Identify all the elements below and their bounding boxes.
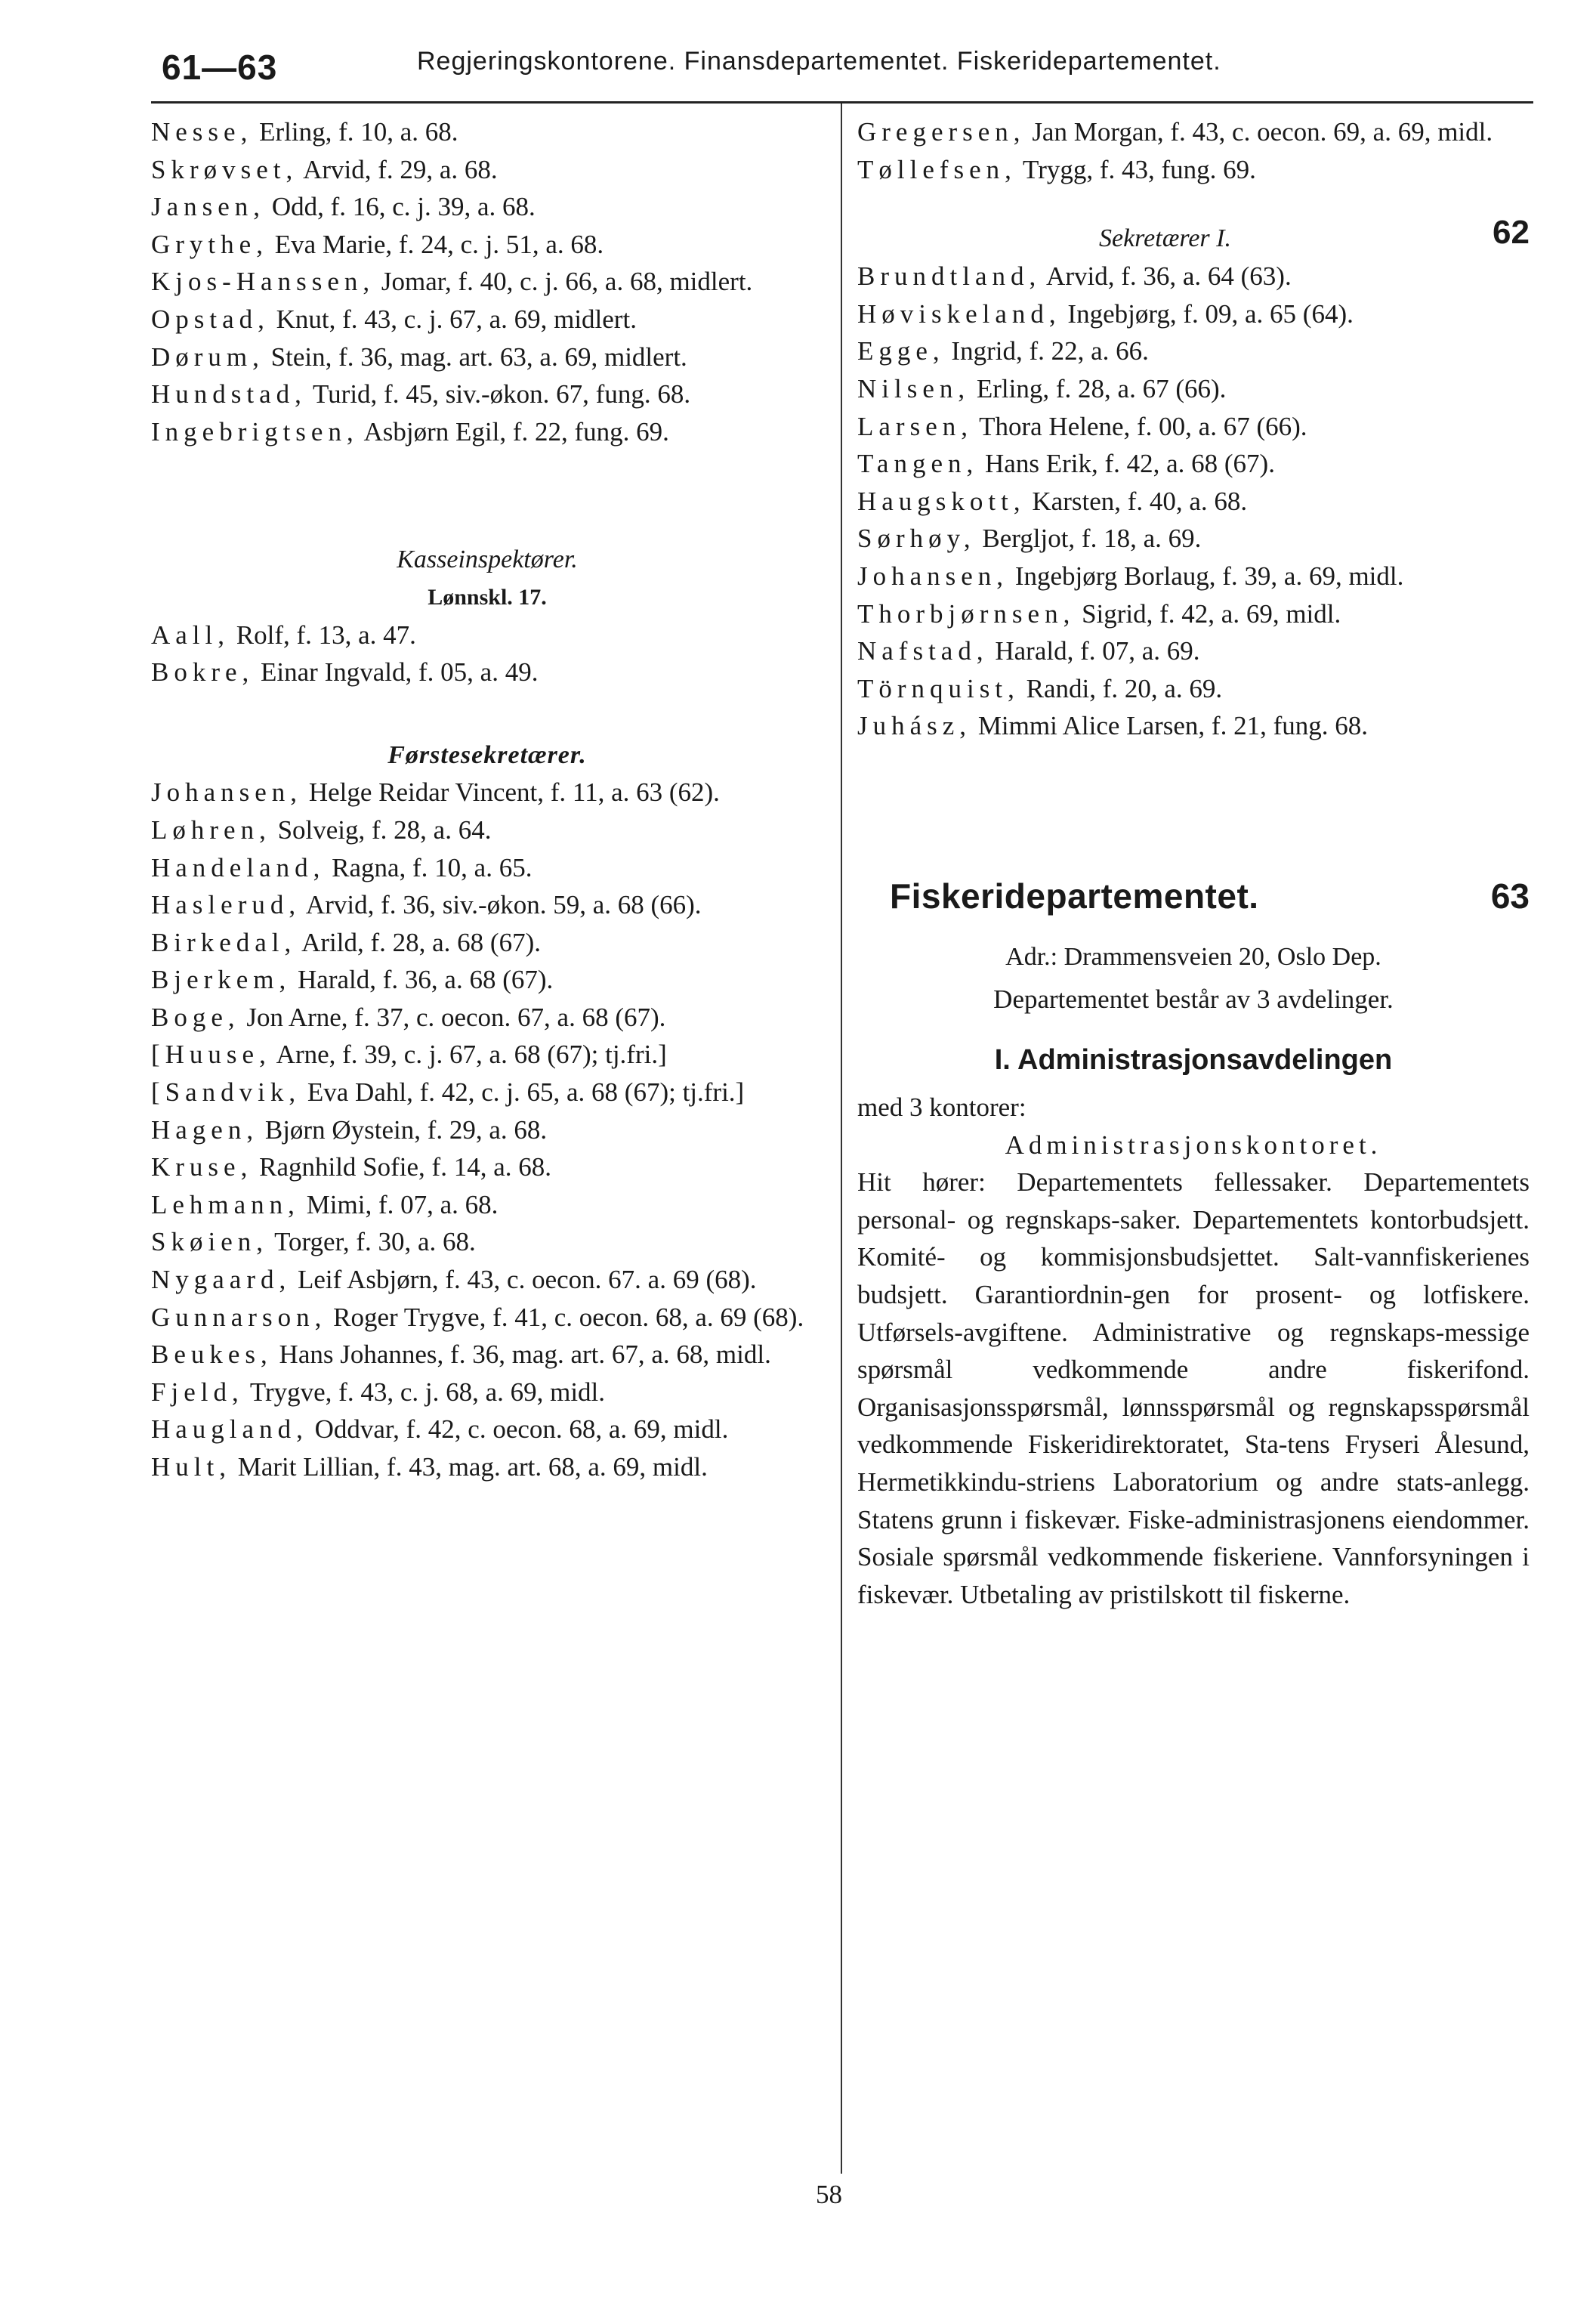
header-page-numbers: 61—63 [162,48,278,87]
left-column [151,113,823,1486]
surname: Hagen, [151,1114,259,1145]
list-item [151,226,823,264]
surname: Johansen, [857,561,1009,591]
surname: Nafstad, [857,636,989,666]
list-item [857,707,1530,745]
entry-details: Helge Reidar Vincent, f. 11, a. 63 (62). [302,777,720,808]
entry-details: Knut, f. 43, c. j. 67, a. 69, midlert. [269,304,637,334]
list-item [151,338,823,376]
office-name: Administrasjonskontoret. [1005,1130,1382,1160]
surname: Egge, [857,336,945,366]
surname: Fjeld, [151,1377,244,1407]
section-heading-forstesekretaerer: Førstesekretærer. [387,740,587,769]
salary-class: Lønnskl. 17. [428,584,547,610]
surname: [Huuse, [151,1040,271,1070]
section-heading-kasseinspektorer: Kasseinspektører. [397,545,578,574]
surname: Kjos-Hanssen, [151,267,375,297]
surname: Jansen, [151,192,266,222]
header-rule [151,101,1533,104]
entry-details: Ingrid, f. 22, a. 66. [944,336,1149,366]
entry-details: Ragna, f. 10, a. 65. [325,852,533,882]
entry-list [151,113,823,450]
department-name: Fiskeridepartementet. [890,876,1259,916]
list-item [151,999,823,1037]
surname: Bokre, [151,657,255,688]
surname: Nesse, [151,117,253,147]
surname: Birkedal, [151,927,297,957]
surname: Gunnarson, [151,1302,327,1332]
entry-details: Torger, f. 30, a. 68. [267,1227,476,1257]
list-item [857,295,1530,333]
entry-details: Eva Marie, f. 24, c. j. 51, a. 68. [267,229,604,259]
list-item [151,1111,823,1149]
office-description: Hit hører: Departementets fellessaker. Departementets personal- og regnskaps-saker. Departementets kontorbudsjett. Komité- og kommisjonsbudsjettet. Salt-vannfiskerienes budsjett. Garantiordnin-gen for prosent- og lotfiskere. Utførsels-avgiftene. Administrative og regnskaps-messige spørsmål vedkommende andre fiskerifond. Organisasjonsspørsmål, lønnsspørsmål og regnskapsspørsmål vedkommende Fiskeridirektoratet, Sta-tens Fryseri Ålesund, Hermetikkindu-striens Laboratorium og andre stats-anlegg. Statens grunn i fiskevær. Fiske-administrasjonens eiendommer. Sosiale spørsmål vedkommende fiskeriene. Vannforsyningen i fiskevær. Utbetaling av pristilskott til fiskerne. [857,1167,1530,1609]
surname: Handeland, [151,852,326,882]
entry-list [857,258,1530,745]
section-heading-sekretaerer [857,209,1530,258]
surname: Hundstad, [151,379,307,409]
surname: Nilsen, [857,373,971,403]
column-divider [841,104,842,2174]
entry-details: Bergljot, f. 18, a. 69. [975,524,1202,554]
surname: Aall, [151,620,230,650]
entry-details: Harald, f. 07, a. 69. [988,636,1200,666]
entry-details: Leif Asbjørn, f. 43, c. oecon. 67. a. 69 (68). [291,1265,757,1295]
surname: Johansen, [151,777,303,808]
list-item [857,258,1530,295]
section-subtitle: med 3 kontorer: [857,1092,1026,1123]
surname: Boge, [151,1002,240,1032]
entry-details: Jomar, f. 40, c. j. 66, a. 68, midlert. [375,267,753,297]
entry-list [151,617,823,691]
entry-details: Roger Trygve, f. 41, c. oecon. 68, a. 69 (68). [326,1302,804,1332]
entry-details: Einar Ingvald, f. 05, a. 49. [254,657,539,688]
surname: Gregersen, [857,117,1026,147]
list-item [151,151,823,189]
surname: Brundtland, [857,261,1042,292]
list-item [151,113,823,151]
entry-details: Sigrid, f. 42, a. 69, midl. [1075,598,1341,629]
list-item [151,1411,823,1448]
list-item [151,811,823,849]
entry-details: Thora Helene, f. 00, a. 67 (66). [972,411,1307,441]
surname: Hult, [151,1452,231,1482]
surname: Ingebrigtsen, [151,416,359,447]
header-title: Regjeringskontorene. Finansdepartementet. Fiskeridepartementet. [417,47,1221,76]
entry-details: Trygg, f. 43, fung. 69. [1016,154,1256,184]
entry-details: Asbjørn Egil, f. 22, fung. 69. [358,416,669,447]
surname: Grythe, [151,229,268,259]
surname: Skøien, [151,1227,268,1257]
list-item [151,301,823,338]
list-item [151,1261,823,1299]
list-item [151,1336,823,1374]
list-item [857,670,1530,708]
list-item [151,1148,823,1186]
entry-details: Oddvar, f. 42, c. oecon. 68, a. 69, midl. [307,1414,729,1445]
list-item [151,1186,823,1224]
entry-details: Arvid, f. 36, a. 64 (63). [1041,261,1292,292]
list-item [151,617,823,654]
section-number: 62 [1493,214,1530,252]
list-item [151,1036,823,1074]
list-item [151,1074,823,1111]
list-item [151,263,823,301]
list-item [151,1374,823,1411]
list-item [857,332,1530,370]
section-title: I. Administrasjonsavdelingen [994,1044,1393,1077]
department-number: 63 [1490,876,1530,916]
list-item [857,445,1530,483]
list-item [857,558,1530,595]
surname: Haugland, [151,1414,308,1445]
list-item [151,1448,823,1486]
entry-list [857,113,1530,188]
surname: Tøllefsen, [857,154,1017,184]
entry-details: Mimmi Alice Larsen, f. 21, fung. 68. [971,711,1368,741]
list-item [151,1223,823,1261]
entry-details: Karsten, f. 40, a. 68. [1025,486,1248,516]
list-item [151,375,823,413]
entry-details: Erling, f. 28, a. 67 (66). [970,373,1227,403]
sekretaerer-heading: Sekretærer I. [1099,224,1231,253]
surname: Opstad, [151,304,270,334]
entry-details: Erling, f. 10, a. 68. [252,117,458,147]
surname: Haugskott, [857,486,1026,516]
page-number-footer: 58 [816,2180,842,2209]
list-item [857,370,1530,408]
list-item [857,408,1530,446]
list-item [857,632,1530,670]
department-intro: Departementet består av 3 avdelinger. [993,984,1394,1014]
surname: Lehmann, [151,1189,300,1219]
surname: [Sandvik, [151,1077,301,1108]
surname: Thorbjørnsen, [857,598,1076,629]
entry-details: Ingebjørg, f. 09, a. 65 (64). [1060,298,1354,329]
list-item [857,520,1530,558]
surname: Juhász, [857,711,972,741]
surname: Tangen, [857,449,979,479]
entry-details: Stein, f. 36, mag. art. 63, a. 69, midlert. [264,341,687,372]
entry-details: Jon Arne, f. 37, c. oecon. 67, a. 68 (67). [239,1002,666,1032]
entry-details: Turid, f. 45, siv.-økon. 67, fung. 68. [306,379,691,409]
entry-details: Rolf, f. 13, a. 47. [230,620,416,650]
list-item [151,886,823,924]
entry-details: Randi, f. 20, a. 69. [1019,673,1223,703]
surname: Haslerud, [151,890,301,920]
entry-details: Hans Johannes, f. 36, mag. art. 67, a. 68, midl. [272,1340,771,1370]
surname: Larsen, [857,411,973,441]
entry-details: Arild, f. 28, a. 68 (67). [296,927,541,957]
surname: Nygaard, [151,1265,292,1295]
list-item [151,413,823,451]
entry-details: Arvid, f. 36, siv.-økon. 59, a. 68 (66). [301,890,702,920]
entry-details: Odd, f. 16, c. j. 39, a. 68. [265,192,536,222]
entry-details: Hans Erik, f. 42, a. 68 (67). [978,449,1275,479]
list-item [151,654,823,691]
list-item [151,961,823,999]
list-item [857,483,1530,521]
entry-details: Arvid, f. 29, a. 68. [298,154,498,184]
list-item [151,1299,823,1337]
surname: Dørum, [151,341,264,372]
entry-details: Marit Lillian, f. 43, mag. art. 68, a. 69, midl. [230,1452,708,1482]
list-item [857,113,1530,151]
list-item [151,849,823,887]
running-header [151,47,1533,101]
department-address: Adr.: Drammensveien 20, Oslo Dep. [1005,942,1381,971]
list-item [151,774,823,811]
surname: Skrøvset, [151,154,298,184]
entry-details: Ingebjørg Borlaug, f. 39, a. 69, midl. [1008,561,1404,591]
surname: Sørhøy, [857,524,976,554]
surname: Løhren, [151,814,271,845]
entry-details: Harald, f. 36, a. 68 (67). [291,965,554,995]
surname: Beukes, [151,1340,273,1370]
list-item [857,595,1530,633]
entry-details: Jan Morgan, f. 43, c. oecon. 69, a. 69, midl. [1025,117,1493,147]
entry-details: Eva Dahl, f. 42, c. j. 65, a. 68 (67); tj.fri.] [301,1077,745,1108]
department-heading [857,878,1530,938]
entry-details: Mimi, f. 07, a. 68. [299,1189,499,1219]
list-item [151,924,823,962]
entry-details: Trygve, f. 43, c. j. 68, a. 69, midl. [243,1377,606,1407]
surname: Bjerkem, [151,965,292,995]
surname: Törnquist, [857,673,1020,703]
surname: Høviskeland, [857,298,1061,329]
list-item [857,151,1530,189]
entry-list [151,774,823,1485]
right-column [857,113,1530,1613]
entry-details: Ragnhild Sofie, f. 14, a. 68. [252,1152,551,1182]
entry-details: Bjørn Øystein, f. 29, a. 68. [258,1114,548,1145]
surname: Kruse, [151,1152,253,1182]
entry-details: Solveig, f. 28, a. 64. [270,814,492,845]
entry-details: Arne, f. 39, c. j. 67, a. 68 (67); tj.fri.] [270,1040,667,1070]
list-item [151,188,823,226]
